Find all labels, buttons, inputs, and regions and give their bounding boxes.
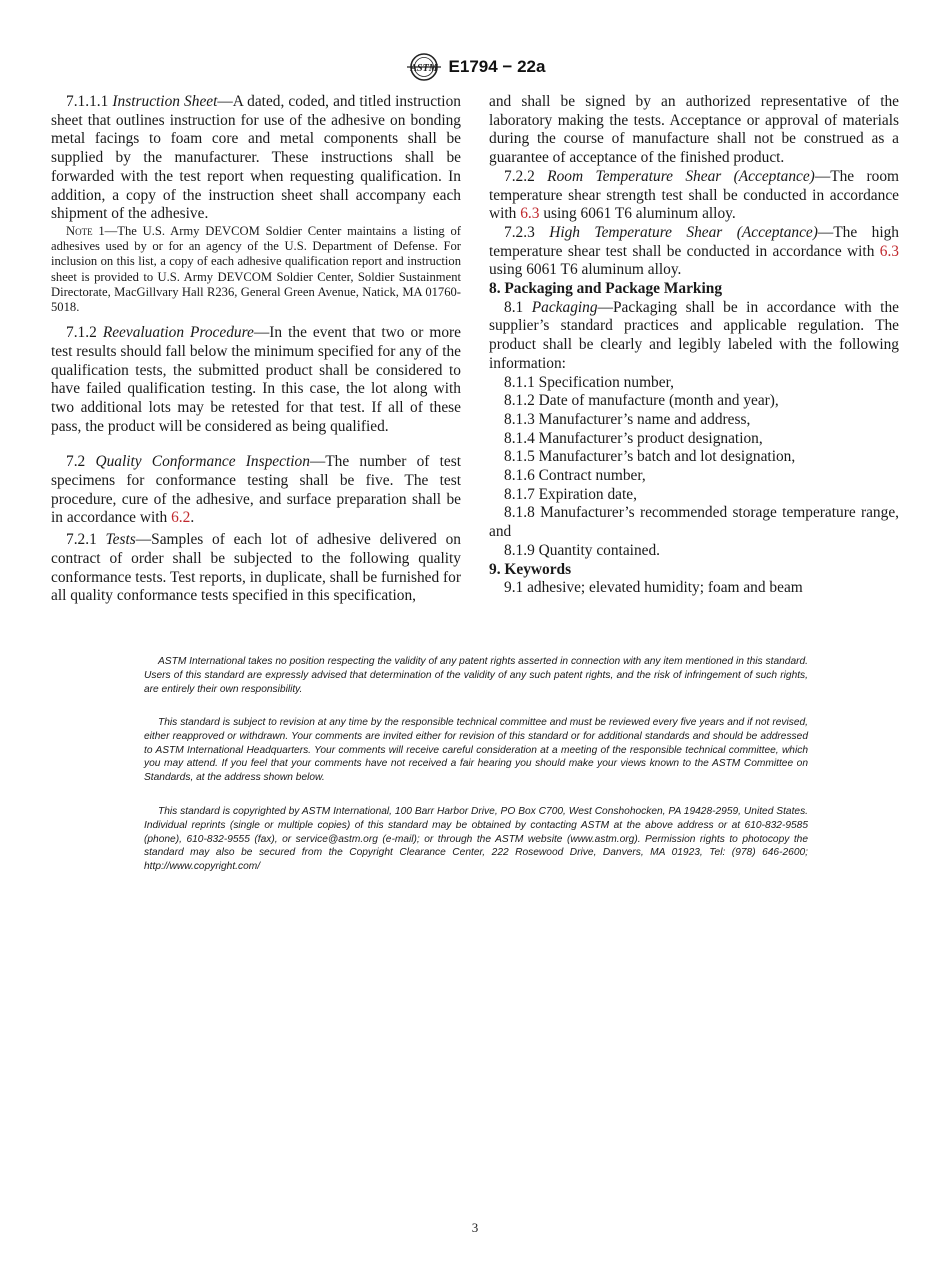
list-item: 8.1.4 Manufacturer’s product designation, xyxy=(504,429,763,447)
note-1: Note 1—The U.S. Army DEVCOM Soldier Center maintains a listing of adhesives used by or for an agency of the U.S. Department of Defense. For inclusion on this list, a copy of each adhesive qualification report and instruction sheet is provided to U.S. Army DEVCOM Soldier Center, Soldier Sustainment Directorate, MacGillvary Hall R236, General Green Avenue, Natick, MA 01760-5018. xyxy=(51,223,461,314)
revision-disclaimer: This standard is subject to revision at any time by the responsible technical committee and must be reviewed every five years and if not revised, either reapproved or withdrawn. Your comments are invited either for revision of this standard or for additional standards and should be addressed to ASTM International Headquarters. Your comments will receive careful consideration at a meeting of the responsible technical committee, which you may attend. If you feel that your comments have not received a fair hearing you should make your views known to the ASTM Committee on Standards, at the address shown below. xyxy=(144,717,808,784)
list-item: 8.1.7 Expiration date, xyxy=(504,485,637,503)
section-link-6-3[interactable]: 6.3 xyxy=(520,205,540,223)
paragraph-7-2-2: 7.2.2 Room Temperature Shear (Acceptance)—The room temperature shear strength test shall be conducted in accordance with 6.3 using 6061 T6 aluminum alloy. xyxy=(489,167,899,223)
paragraph-7-1-2: 7.1.2 Reevaluation Procedure—In the event that two or more test results should fall below the minimum specified for any of the qualification tests, the submitted product shall be considered to have failed qualification testing. In this case, the lot along with two additional lots may be retested for that test. If all of these pass, the product will be considered as being qualified. xyxy=(51,324,461,435)
section-link-6-2[interactable]: 6.2 xyxy=(171,509,191,527)
paragraph-7-2: 7.2 Quality Conformance Inspection—The number of test specimens for conformance testing shall be five. The test procedure, cure of the adhesive, and surface preparation shall be in accordance with 6.2. xyxy=(51,453,461,527)
right-column xyxy=(489,93,899,598)
paragraph-8-1: 8.1 Packaging—Packaging shall be in accordance with the supplier’s standard practices and applicable regulation. The product shall be clearly and legibly labeled with the following information: xyxy=(489,298,899,372)
list-item: 8.1.6 Contract number, xyxy=(504,467,646,485)
paragraph-7-2-3: 7.2.3 High Temperature Shear (Acceptance)—The high temperature shear test shall be conducted in accordance with 6.3 using 6061 T6 aluminum alloy. xyxy=(489,223,899,279)
list-item: 8.1.2 Date of manufacture (month and year), xyxy=(504,392,779,410)
paragraph-9-1: 9.1 adhesive; elevated humidity; foam and beam xyxy=(504,579,803,597)
patent-disclaimer: ASTM International takes no position respecting the validity of any patent rights asserted in connection with any item mentioned in this standard. Users of this standard are expressly advised that determination of the validity of any such patent rights, and the risk of infringement of such rights, are entirely their own responsibility. xyxy=(144,656,808,695)
paragraph-7-2-1: 7.2.1 Tests—Samples of each lot of adhesive delivered on contract of order shall be subjected to the following quality conformance tests. Test reports, in duplicate, shall be furnished for all quality conformance tests specified in this specification, xyxy=(51,531,461,605)
list-item: 8.1.5 Manufacturer’s batch and lot designation, xyxy=(504,448,796,466)
section-link-6-3[interactable]: 6.3 xyxy=(879,242,899,260)
paragraph-7-1-1-1: 7.1.1.1 Instruction Sheet—A dated, coded, and titled instruction sheet that outlines instruction for use of the adhesive on bonding metal facings to foam core and metal components shall be supplied by the manufacturer. These instructions shall be forwarded with the test report when requesting qualification. In addition, a copy of the instruction sheet shall accompany each shipment of the adhesive. xyxy=(51,93,461,223)
list-item: 8.1.8 Manufacturer’s recommended storage temperature range, and xyxy=(489,504,899,541)
section-heading-9: 9. Keywords xyxy=(489,560,572,578)
paragraph-7-2-1-continued: and shall be signed by an authorized representative of the laboratory making the tests. Acceptance or approval of materials during the course of manufacture shall not be construed as a guarantee of acceptance of the finished product. xyxy=(489,93,899,167)
standard-designation: E1794 − 22a xyxy=(448,57,546,76)
left-column xyxy=(51,93,461,606)
astm-logo-icon xyxy=(405,52,443,82)
copyright-notice: This standard is copyrighted by ASTM International, 100 Barr Harbor Drive, PO Box C700, West Conshohocken, PA 19428-2959, United States. Individual reprints (single or multiple copies) of this standard may be obtained by contacting ASTM at the above address or at 610-832-9585 (phone), 610-832-9555 (fax), or service@astm.org (e-mail); or through the ASTM website (www.astm.org). Permission rights to photocopy the standard may also be secured from the Copyright Clearance Center, 222 Rosewood Drive, Danvers, MA 01923, Tel: (978) 646-2600; http://www.copyright.com/ xyxy=(144,806,808,873)
page-number: 3 xyxy=(471,1220,479,1235)
list-item: 8.1.9 Quantity contained. xyxy=(504,541,661,559)
page-header xyxy=(0,52,950,82)
list-item: 8.1.3 Manufacturer’s name and address, xyxy=(504,410,751,428)
svg-text:ASTM: ASTM xyxy=(409,63,438,74)
list-item: 8.1.1 Specification number, xyxy=(504,373,674,391)
section-heading-8: 8. Packaging and Package Marking xyxy=(489,280,723,298)
